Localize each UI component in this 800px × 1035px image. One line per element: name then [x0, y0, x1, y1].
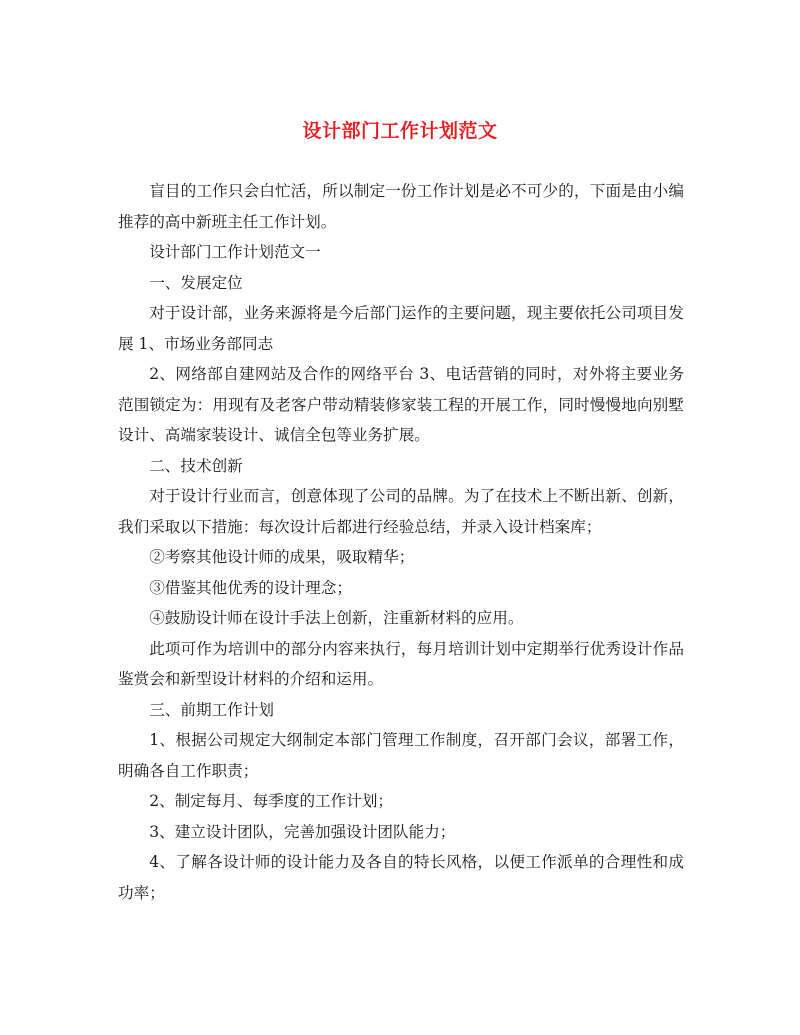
paragraph: 此项可作为培训中的部分内容来执行，每月培训计划中定期举行优秀设计作品鉴赏会和新型设计材料的介绍和运用。 — [118, 639, 684, 688]
document-body — [118, 176, 684, 908]
list-item: 2、制定每月、每季度的工作计划； — [149, 792, 394, 810]
paragraph: 对于设计部，业务来源将是今后部门运作的主要问题，现主要依托公司项目发展 1、市场业务部同志 — [118, 304, 684, 353]
heading-positioning: 一、发展定位 — [149, 273, 243, 292]
paragraph: 2、网络部自建网站及合作的网络平台 3、电话营销的同时，对外将主要业务范围锁定为：用现有及老客户带动精装修家装工程的开展工作，同时慢慢地向别墅设计、高端家装设计、诚信全包等业务扩展。 — [118, 365, 684, 444]
heading-early-plan: 三、前期工作计划 — [149, 700, 274, 719]
paragraph: 对于设计行业而言，创意体现了公司的品牌。为了在技术上不断出新、创新，我们采取以下措施：每次设计后都进行经验总结，并录入设计档案库； — [118, 487, 684, 536]
list-item: 1、根据公司规定大纲制定本部门管理工作制度，召开部门会议，部署工作，明确各自工作职责； — [118, 731, 684, 780]
document-title: 设计部门工作计划范文 — [302, 120, 498, 142]
list-item: ④鼓励设计师在设计手法上创新，注重新材料的应用。 — [149, 609, 524, 627]
list-item: 4、了解各设计师的设计能力及各自的特长风格，以便工作派单的合理性和成功率； — [118, 853, 684, 902]
list-item: ③借鉴其他优秀的设计理念； — [149, 578, 352, 597]
heading-innovation: 二、技术创新 — [149, 456, 243, 475]
section-subtitle: 设计部门工作计划范文一 — [149, 243, 321, 261]
list-item: ②考察其他设计师的成果，吸取精华； — [149, 548, 415, 566]
list-item: 3、建立设计团队，完善加强设计团队能力； — [149, 822, 456, 841]
intro-paragraph: 盲目的工作只会白忙活，所以制定一份工作计划是必不可少的，下面是由小编推荐的高中新班主任工作计划。 — [118, 182, 684, 231]
